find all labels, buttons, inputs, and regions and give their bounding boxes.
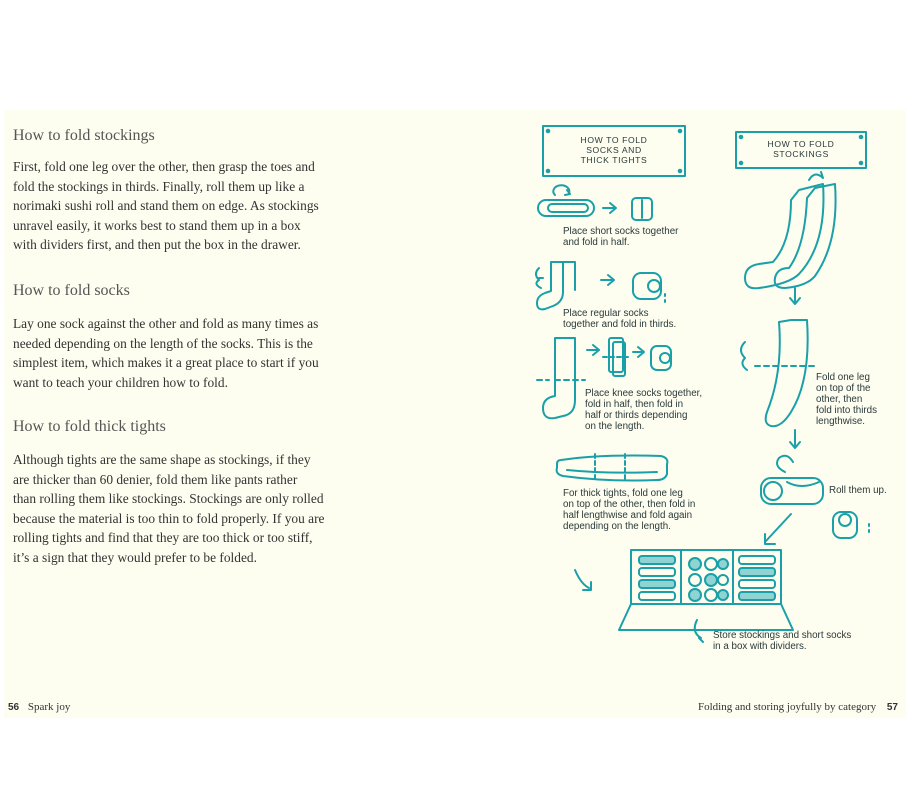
thick-tights-icon bbox=[557, 454, 668, 482]
caption-line: Place regular socks bbox=[563, 308, 649, 319]
title-line: HOW TO FOLD bbox=[580, 135, 648, 145]
title-line: THICK TIGHTS bbox=[580, 155, 648, 165]
paragraph-socks bbox=[13, 314, 358, 392]
text-line: Although tights are the same shape as stockings, if they bbox=[13, 452, 311, 467]
caption-line: together and fold in thirds. bbox=[563, 319, 677, 330]
caption-knee-socks bbox=[585, 388, 702, 432]
title-line: STOCKINGS bbox=[773, 149, 829, 159]
caption-line: For thick tights, fold one leg bbox=[563, 488, 683, 499]
right-footer bbox=[698, 701, 898, 713]
text-line: Lay one sock against the other and fold as many times as bbox=[13, 316, 319, 331]
caption-line: fold into thirds bbox=[816, 405, 877, 416]
text-line: because the material is too thin to fold properly. If you are bbox=[13, 510, 325, 526]
text-line: than rolling them like stockings. Stockings are only rolled bbox=[13, 491, 324, 506]
text-line: norimaki sushi roll and stand them on edge. As stockings bbox=[13, 198, 319, 213]
caption-line: fold in half, then fold in bbox=[585, 399, 684, 410]
caption-short-socks bbox=[563, 226, 678, 248]
left-footer bbox=[8, 701, 70, 713]
text-line: are thicker than 60 denier, fold them like pants rather bbox=[13, 471, 298, 487]
caption-store bbox=[713, 630, 851, 652]
left-page bbox=[4, 110, 455, 718]
caption-line: lengthwise. bbox=[816, 416, 866, 427]
title-socks bbox=[565, 135, 663, 165]
caption-line: Fold one leg bbox=[816, 372, 870, 383]
heading-stockings: How to fold stockings bbox=[13, 127, 155, 144]
caption-regular-socks bbox=[563, 308, 676, 330]
stockings-folded-icon bbox=[741, 320, 815, 448]
paragraph-tights bbox=[13, 450, 358, 567]
right-page bbox=[455, 110, 906, 718]
caption-line: and fold in half. bbox=[563, 237, 630, 248]
caption-line: Roll them up. bbox=[829, 485, 887, 496]
caption-line: other, then bbox=[816, 394, 863, 405]
stockings-icon bbox=[745, 172, 836, 304]
caption-line: depending on the length. bbox=[563, 521, 671, 532]
caption-thick-tights bbox=[563, 488, 695, 532]
text-line: rolling tights and find that they are too thick or too stiff, bbox=[13, 530, 313, 545]
text-line: needed depending on the length of the socks. This is the bbox=[13, 335, 313, 351]
regular-socks-icon bbox=[536, 262, 665, 309]
caption-line: on the length. bbox=[585, 421, 645, 432]
page-number: 56 bbox=[8, 702, 20, 713]
caption-line: Place knee socks together, bbox=[585, 388, 703, 399]
text-line: simplest item, which makes it a great place to start if you bbox=[13, 355, 319, 370]
heading-tights: How to fold thick tights bbox=[13, 418, 166, 435]
paragraph-stockings bbox=[13, 157, 358, 255]
caption-line: half lengthwise and fold again bbox=[563, 510, 693, 521]
heading-socks: How to fold socks bbox=[13, 282, 130, 299]
caption-line: Store stockings and short socks bbox=[713, 630, 852, 641]
caption-line: half or thirds depending bbox=[585, 410, 688, 421]
title-line: HOW TO FOLD bbox=[767, 139, 835, 149]
caption-line: Place short socks together bbox=[563, 226, 679, 237]
caption-stockings-fold bbox=[816, 372, 877, 427]
text-line: want to teach your children how to fold. bbox=[13, 374, 228, 390]
caption-line: on top of the bbox=[816, 383, 871, 394]
page-number: 57 bbox=[886, 702, 898, 713]
text-line: with dividers first, and then put the box in the drawer. bbox=[13, 237, 301, 252]
text-line: fold the stockings in thirds. Finally, roll them up like a bbox=[13, 178, 305, 194]
short-socks-icon bbox=[538, 185, 652, 220]
text-line: unravel easily, it works best to stand them up in a box bbox=[13, 217, 301, 233]
roll-icon bbox=[761, 456, 869, 544]
text-line: it’s a sign that they would prefer to be folded. bbox=[13, 549, 257, 565]
storage-box-icon bbox=[619, 550, 793, 642]
caption-roll bbox=[829, 485, 887, 496]
title-stockings bbox=[751, 139, 851, 159]
caption-line: on top of the other, then fold in bbox=[563, 499, 696, 510]
chapter-title: Folding and storing joyfully by category bbox=[698, 701, 877, 713]
title-line: SOCKS AND bbox=[586, 145, 642, 155]
caption-line: in a box with dividers. bbox=[713, 641, 807, 652]
arrow-to-box-icon bbox=[575, 570, 589, 588]
book-title: Spark joy bbox=[27, 701, 71, 713]
text-line: First, fold one leg over the other, then grasp the toes and bbox=[13, 159, 315, 174]
